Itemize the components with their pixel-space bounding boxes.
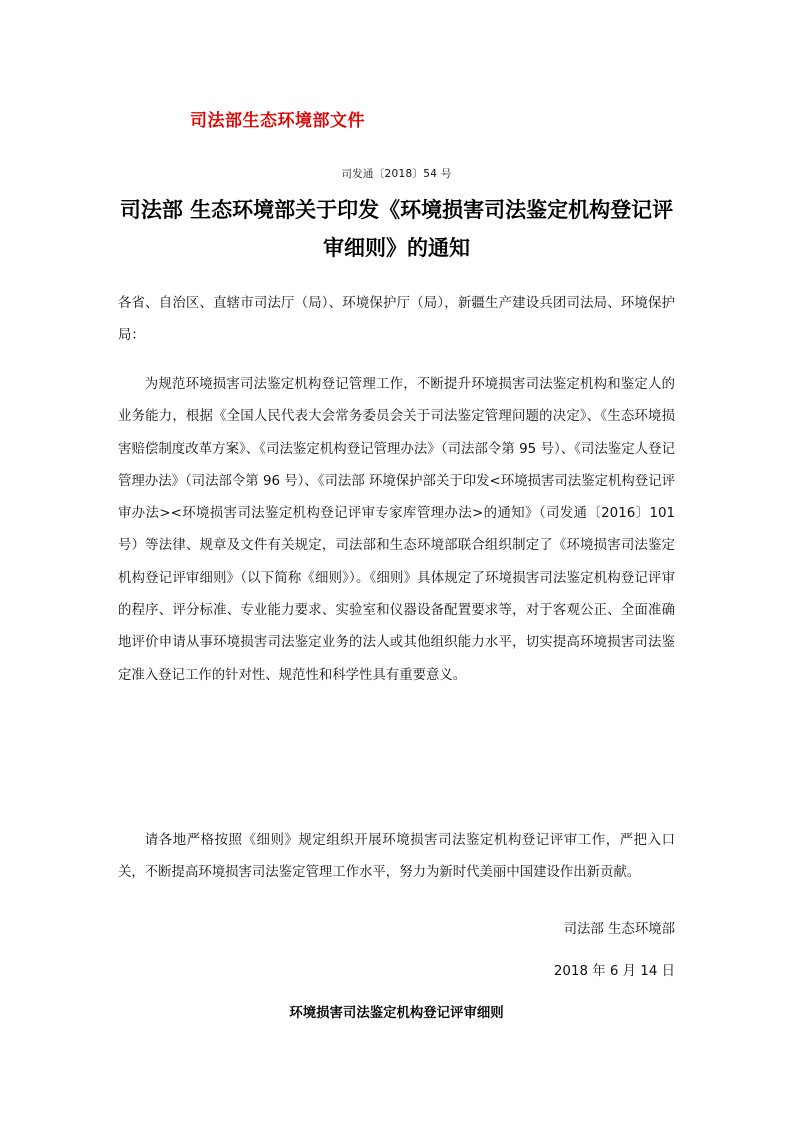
body-paragraph-2: 请各地严格按照《细则》规定组织开展环境损害司法鉴定机构登记评审工作，严把入口关，不断提高环境损害司法鉴定管理工作水平，努力为新时代美丽中国建设作出新贡献。 xyxy=(118,833,675,881)
signature-organizations: 司法部 生态环境部 xyxy=(563,922,675,937)
issuer-header: 司法部生态环境部文件 xyxy=(190,111,365,131)
salutation: 各省、自治区、直辖市司法厅（局）、环境保护厅（局），新疆生产建设兵团司法局、环境保护局： xyxy=(118,296,675,344)
signature-date: 2018 年 6 月 14 日 xyxy=(553,964,675,979)
body-paragraph-1: 为规范环境损害司法鉴定机构登记管理工作，不断提升环境损害司法鉴定机构和鉴定人的业务能力，根据《全国人民代表大会常务委员会关于司法鉴定管理问题的决定》、《生态环境损害赔偿制度改革方案》、《司法鉴定机构登记管理办法》（司法部令第 95 号）、《司法鉴定人登记管理办法》（司法部令第 96 号）、《司法部 环境保护部关于印发<环境损害司法鉴定机构登记评审办法><环境损害司法鉴定机构登记评审专家库管理办法>的通知》（司发通〔2016〕101 号）等法律、规章及文件有关规定，司法部和生态环境部联合组织制定了《环境损害司法鉴定机构登记评审细则》（以下简称《细则》）。《细则》具体规定了环境损害司法鉴定机构登记评审的程序、评分标准、专业能力要求、实验室和仪器设备配置要求等，对于客观公正、全面准确地评价申请从事环境损害司法鉴定业务的法人或其他组织能力水平，切实提高环境损害司法鉴定准入登记工作的针对性、规范性和科学性具有重要意义。 xyxy=(118,377,675,683)
document-title: 司法部 生态环境部关于印发《环境损害司法鉴定机构登记评审细则》的通知 xyxy=(119,198,674,260)
document-number: 司发通〔2018〕54 号 xyxy=(341,168,452,180)
attachment-title: 环境损害司法鉴定机构登记评审细则 xyxy=(289,1006,504,1021)
